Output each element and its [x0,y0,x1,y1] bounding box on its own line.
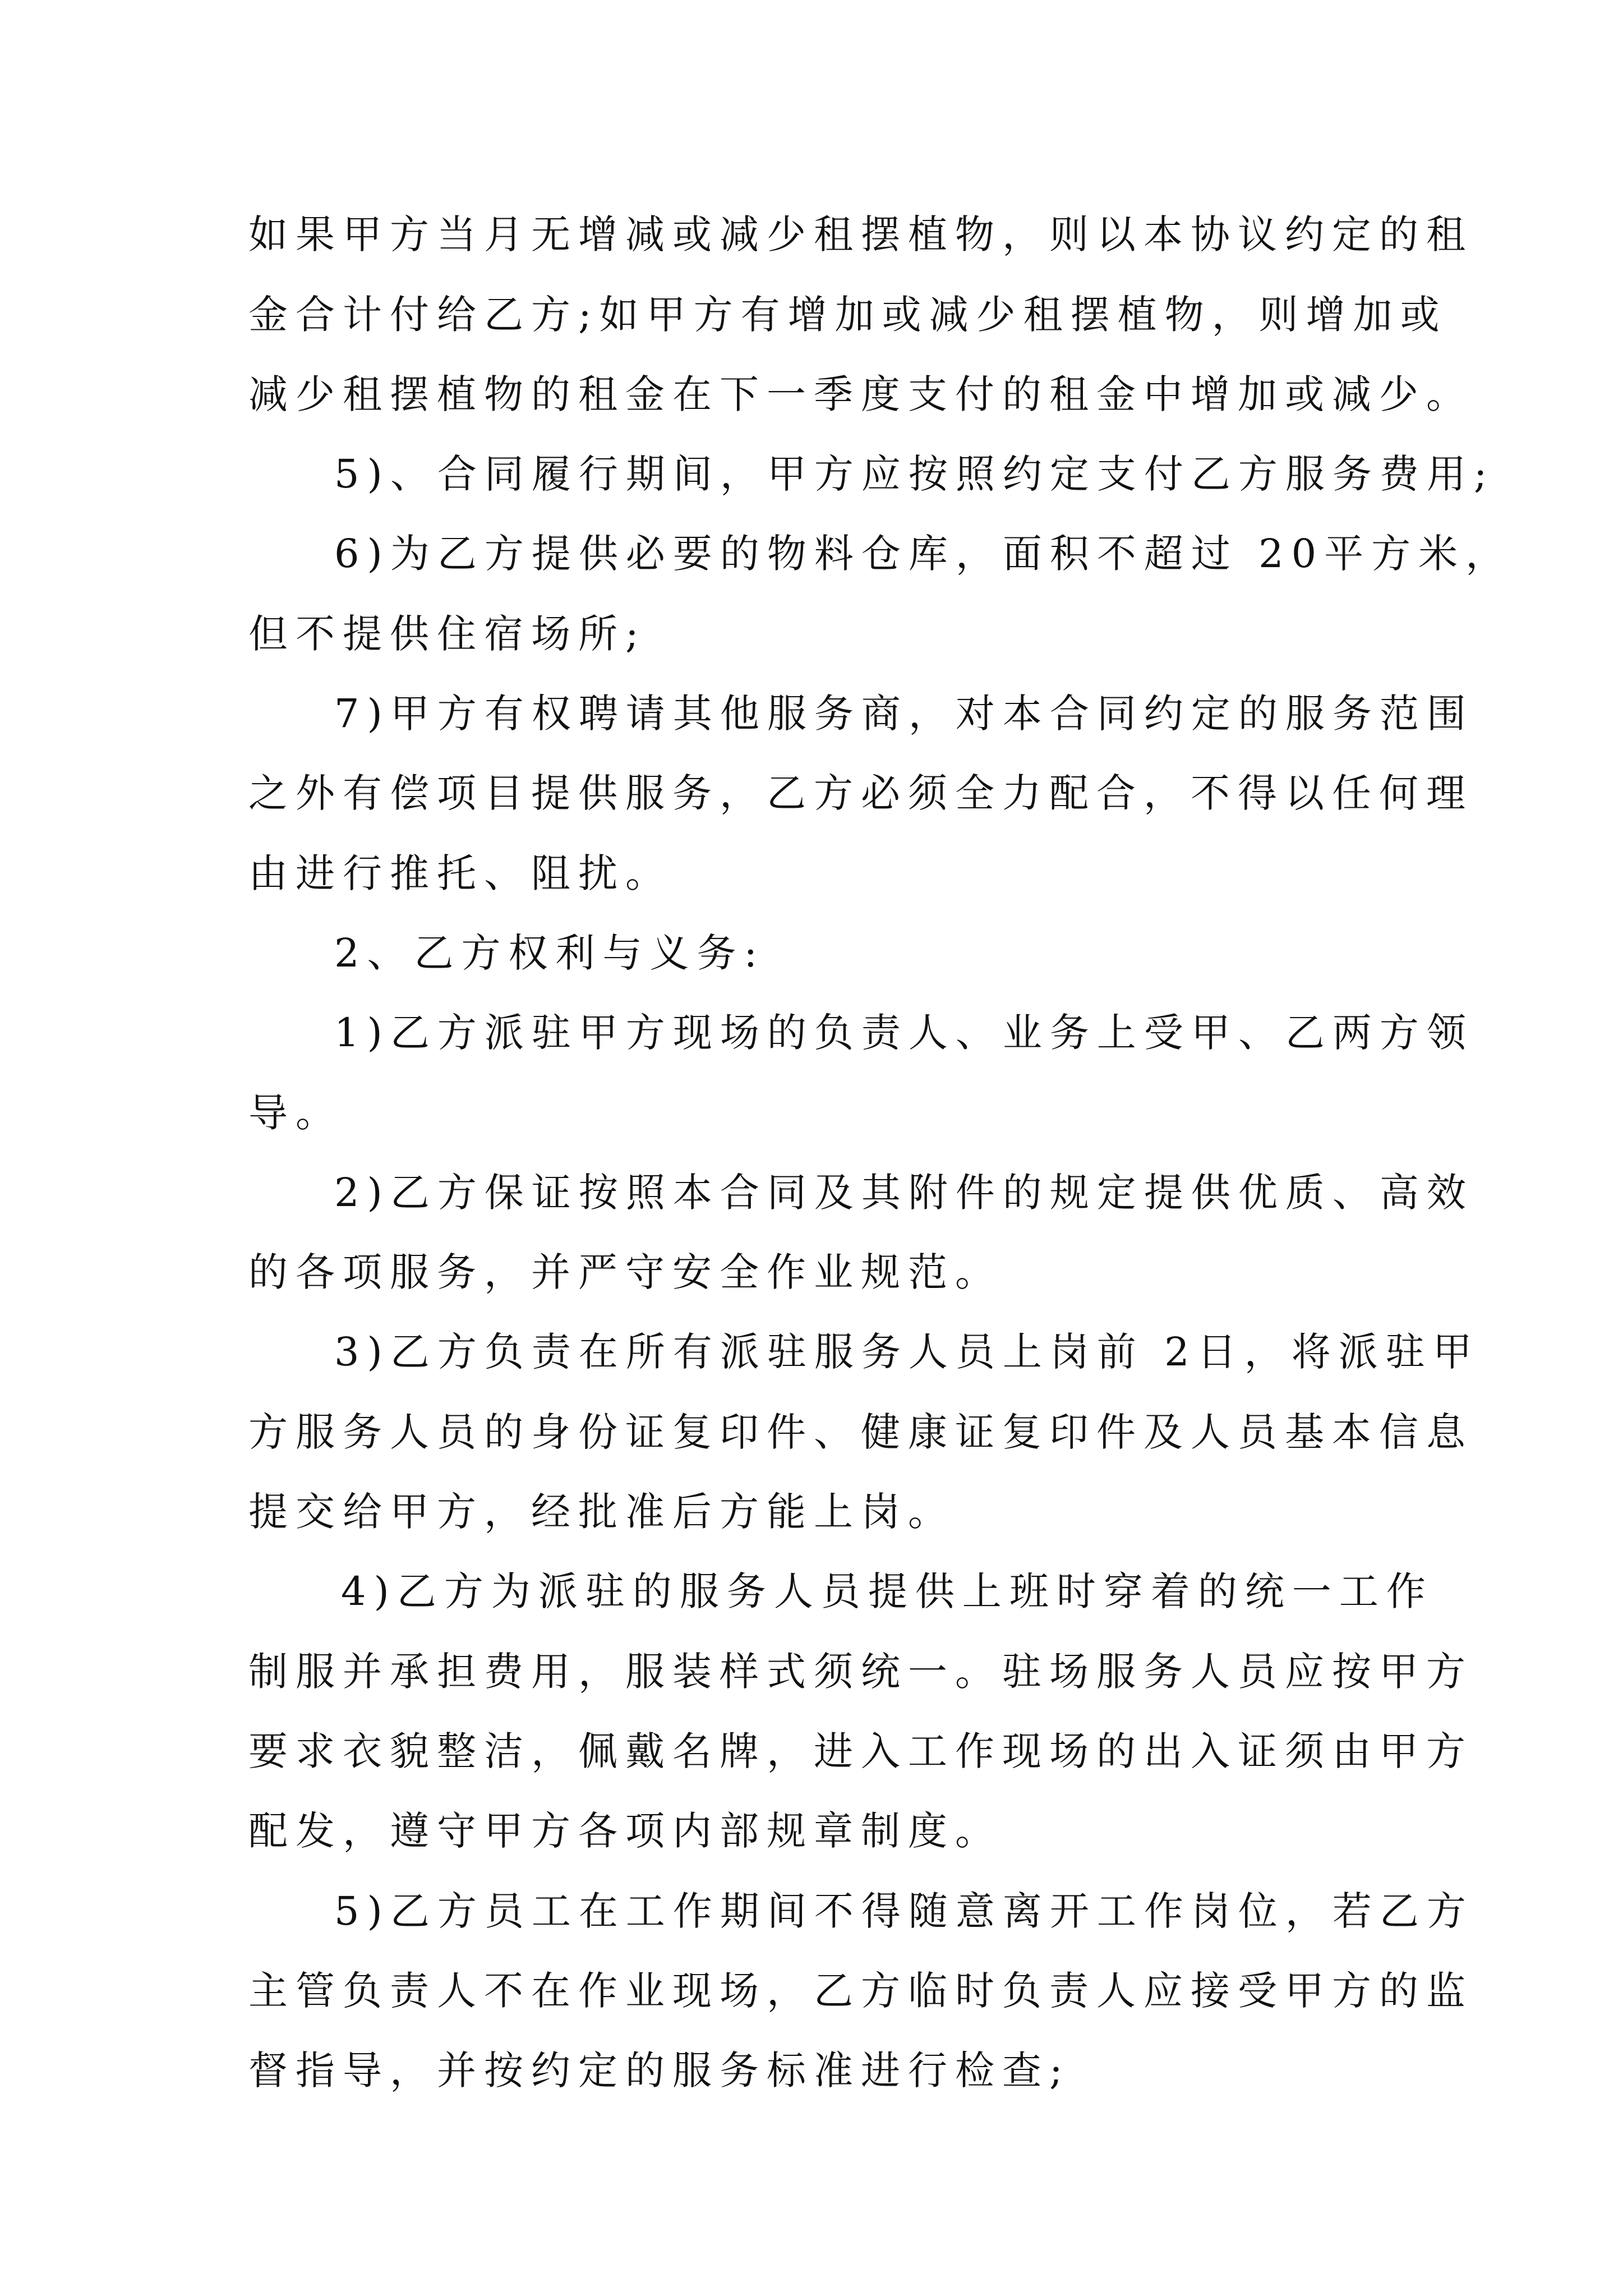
text-line: 由进行推托、阻扰。 [248,850,672,896]
text-line: 5)、合同履行期间，甲方应按照约定支付乙方服务费用; [334,451,1495,497]
text-line: 督指导，并按约定的服务标准进行检查; [248,2047,1071,2093]
text-line: 配发，遵守甲方各项内部规章制度。 [248,1808,1002,1854]
text-line: 1)乙方派驻甲方现场的负责人、业务上受甲、乙两方领 [334,1010,1474,1056]
text-line: 的各项服务，并严守安全作业规范。 [248,1249,1002,1295]
text-line: 5)乙方员工在工作期间不得随意离开工作岗位，若乙方 [334,1888,1474,1934]
text-line: 主管负责人不在作业现场，乙方临时负责人应接受甲方的监 [248,1968,1473,2014]
text-line: 4)乙方为派驻的服务人员提供上班时穿着的统一工作 [341,1568,1433,1614]
text-line: 方服务人员的身份证复印件、健康证复印件及人员基本信息 [248,1409,1473,1455]
text-line: 导。 [248,1090,343,1136]
text-line: 2)乙方保证按照本合同及其附件的规定提供优质、高效 [334,1170,1474,1216]
text-line: 6)为乙方提供必要的物料仓库，面积不超过 20平方米， [334,531,1513,577]
text-line: 提交给甲方，经批准后方能上岗。 [248,1489,955,1535]
text-line: 要求衣貌整洁，佩戴名牌，进入工作现场的出入证须由甲方 [248,1728,1473,1774]
text-line: 7)甲方有权聘请其他服务商，对本合同约定的服务范围 [334,691,1474,737]
text-line: 制服并承担费用，服装样式须统一。驻场服务人员应按甲方 [248,1649,1473,1695]
section-heading: 2、乙方权利与义务: [334,930,766,976]
text-line: 之外有偿项目提供服务，乙方必须全力配合，不得以任何理 [248,770,1473,816]
text-line: 减少租摆植物的租金在下一季度支付的租金中增加或减少。 [248,371,1473,417]
text-line: 金合计付给乙方;如甲方有增加或减少租摆植物，则增加或 [248,292,1447,338]
text-line: 但不提供住宿场所; [248,611,647,657]
text-line: 如果甲方当月无增减或减少租摆植物，则以本协议约定的租 [248,211,1473,257]
text-line: 3)乙方负责在所有派驻服务人员上岗前 2日，将派驻甲 [334,1329,1480,1375]
